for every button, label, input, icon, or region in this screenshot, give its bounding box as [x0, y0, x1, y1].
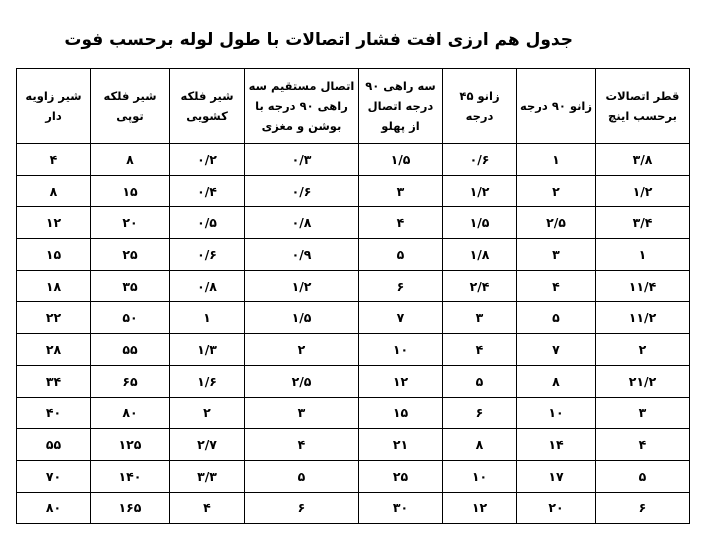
- table-cell: ۱۷: [517, 460, 596, 492]
- table-cell: ۱۵: [359, 397, 443, 429]
- table-cell: ۱: [596, 239, 690, 271]
- table-cell: ۲/۴: [443, 270, 517, 302]
- table-cell: ۵۵: [17, 429, 91, 461]
- table-cell: ۸: [91, 144, 170, 176]
- table-cell: ۶: [596, 492, 690, 524]
- table-cell: ۱: [170, 302, 245, 334]
- table-cell: ۱۵: [17, 239, 91, 271]
- table-cell: ۱/۸: [443, 239, 517, 271]
- table-cell: ۱۰: [517, 397, 596, 429]
- table-row: [17, 207, 690, 239]
- table-cell: ۲: [517, 175, 596, 207]
- table-cell: ۳/۳: [170, 460, 245, 492]
- table-cell: ۲: [596, 334, 690, 366]
- table-cell: ۳: [517, 239, 596, 271]
- table-cell: ۶: [245, 492, 359, 524]
- table-cell: ۲/۷: [170, 429, 245, 461]
- table-title: جدول هم ارزی افت فشار اتصالات با طول لوله برحسب فوت: [64, 30, 573, 50]
- table-cell: ۰/۶: [245, 175, 359, 207]
- fittings-equivalent-length-table: [16, 68, 690, 524]
- table-cell: ۲/۵: [517, 207, 596, 239]
- table-cell: ۲۲: [17, 302, 91, 334]
- table-cell: ۱۲: [359, 365, 443, 397]
- table-cell: ۲۵: [91, 239, 170, 271]
- table-cell: ۲: [245, 334, 359, 366]
- table-cell: ۵۵: [91, 334, 170, 366]
- table-cell: ۱/۵: [443, 207, 517, 239]
- table-cell: ۰/۲: [170, 144, 245, 176]
- table-cell: ۱۸: [17, 270, 91, 302]
- table-cell: ۱/۳: [170, 334, 245, 366]
- table-cell: ۵: [443, 365, 517, 397]
- table-cell: ۱۴: [517, 429, 596, 461]
- table-cell: ۱/۲: [443, 175, 517, 207]
- table-cell: ۱/۵: [359, 144, 443, 176]
- table-cell: ۱۲: [17, 207, 91, 239]
- table-row: [17, 239, 690, 271]
- header-globe-valve: شیر فلکه توپی: [91, 69, 170, 144]
- table-cell: ۱۰: [359, 334, 443, 366]
- table-cell: ۳۴: [17, 365, 91, 397]
- table-cell: ۲۸: [17, 334, 91, 366]
- table-cell: ۱/۲: [245, 270, 359, 302]
- table-row: [17, 334, 690, 366]
- table-body: [17, 144, 690, 524]
- table-cell: ۱۵: [91, 175, 170, 207]
- table-cell: ۸۰: [17, 492, 91, 524]
- table-cell: ۰/۴: [170, 175, 245, 207]
- table-cell: ۱/۲: [596, 175, 690, 207]
- header-gate-valve: شیر فلکه کشویی: [170, 69, 245, 144]
- table-cell: ۲۵: [359, 460, 443, 492]
- table-row: [17, 492, 690, 524]
- header-tee-straight: اتصال مستقیم سه راهی ۹۰ درجه با بوشن و مغزی: [245, 69, 359, 144]
- table-cell: ۳: [596, 397, 690, 429]
- header-angle-valve: شیر زاویه دار: [17, 69, 91, 144]
- table-cell: ۱۲: [443, 492, 517, 524]
- header-tee-side: سه راهی ۹۰ درجه اتصال از پهلو: [359, 69, 443, 144]
- table-cell: ۴: [596, 429, 690, 461]
- table-cell: ۳: [443, 302, 517, 334]
- table-cell: ۰/۶: [443, 144, 517, 176]
- table-cell: ۴: [245, 429, 359, 461]
- table-cell: ۴: [359, 207, 443, 239]
- table-cell: ۱۱/۲: [596, 302, 690, 334]
- table-cell: ۳/۴: [596, 207, 690, 239]
- table-cell: ۶۵: [91, 365, 170, 397]
- table-cell: ۲۰: [517, 492, 596, 524]
- table-row: [17, 144, 690, 176]
- table-cell: ۳: [359, 175, 443, 207]
- table-cell: ۰/۸: [170, 270, 245, 302]
- table-cell: ۴: [17, 144, 91, 176]
- table-cell: ۲/۵: [245, 365, 359, 397]
- table-cell: ۵: [245, 460, 359, 492]
- table-row: [17, 270, 690, 302]
- table-cell: ۶: [443, 397, 517, 429]
- table-cell: ۳/۸: [596, 144, 690, 176]
- table-cell: ۲۱/۲: [596, 365, 690, 397]
- table-cell: ۷۰: [17, 460, 91, 492]
- table-cell: ۵: [517, 302, 596, 334]
- table-cell: ۵۰: [91, 302, 170, 334]
- table-header: [17, 69, 690, 144]
- table-cell: ۲۰: [91, 207, 170, 239]
- table-cell: ۱/۵: [245, 302, 359, 334]
- table-row: [17, 365, 690, 397]
- header-elbow-90: زانو ۹۰ درجه: [517, 69, 596, 144]
- table-cell: ۳: [245, 397, 359, 429]
- table-cell: ۶: [359, 270, 443, 302]
- table-cell: ۸: [443, 429, 517, 461]
- table-cell: ۱/۶: [170, 365, 245, 397]
- header-row: [17, 69, 690, 144]
- table-row: [17, 302, 690, 334]
- header-fitting-diameter: قطر اتصالات برحسب اینچ: [596, 69, 690, 144]
- table-cell: ۸: [17, 175, 91, 207]
- table-cell: ۴۰: [17, 397, 91, 429]
- table-cell: ۴: [170, 492, 245, 524]
- table-cell: ۵: [359, 239, 443, 271]
- table-cell: ۱۱/۴: [596, 270, 690, 302]
- table-cell: ۸: [517, 365, 596, 397]
- table-row: [17, 429, 690, 461]
- table-row: [17, 175, 690, 207]
- header-elbow-45: زانو ۴۵ درجه: [443, 69, 517, 144]
- table-cell: ۱۶۵: [91, 492, 170, 524]
- table-cell: ۷: [517, 334, 596, 366]
- table-cell: ۲: [170, 397, 245, 429]
- table-cell: ۷: [359, 302, 443, 334]
- table-cell: ۱۴۰: [91, 460, 170, 492]
- table-row: [17, 460, 690, 492]
- table-cell: ۰/۶: [170, 239, 245, 271]
- table-row: [17, 397, 690, 429]
- table-cell: ۳۵: [91, 270, 170, 302]
- table-cell: ۴: [517, 270, 596, 302]
- table-cell: ۱۰: [443, 460, 517, 492]
- table-cell: ۰/۵: [170, 207, 245, 239]
- table-cell: ۳۰: [359, 492, 443, 524]
- table-cell: ۵: [596, 460, 690, 492]
- table-cell: ۴: [443, 334, 517, 366]
- table-cell: ۱۲۵: [91, 429, 170, 461]
- table-cell: ۰/۸: [245, 207, 359, 239]
- table-cell: ۲۱: [359, 429, 443, 461]
- table-cell: ۱: [517, 144, 596, 176]
- table-cell: ۸۰: [91, 397, 170, 429]
- table-cell: ۰/۳: [245, 144, 359, 176]
- table-cell: ۰/۹: [245, 239, 359, 271]
